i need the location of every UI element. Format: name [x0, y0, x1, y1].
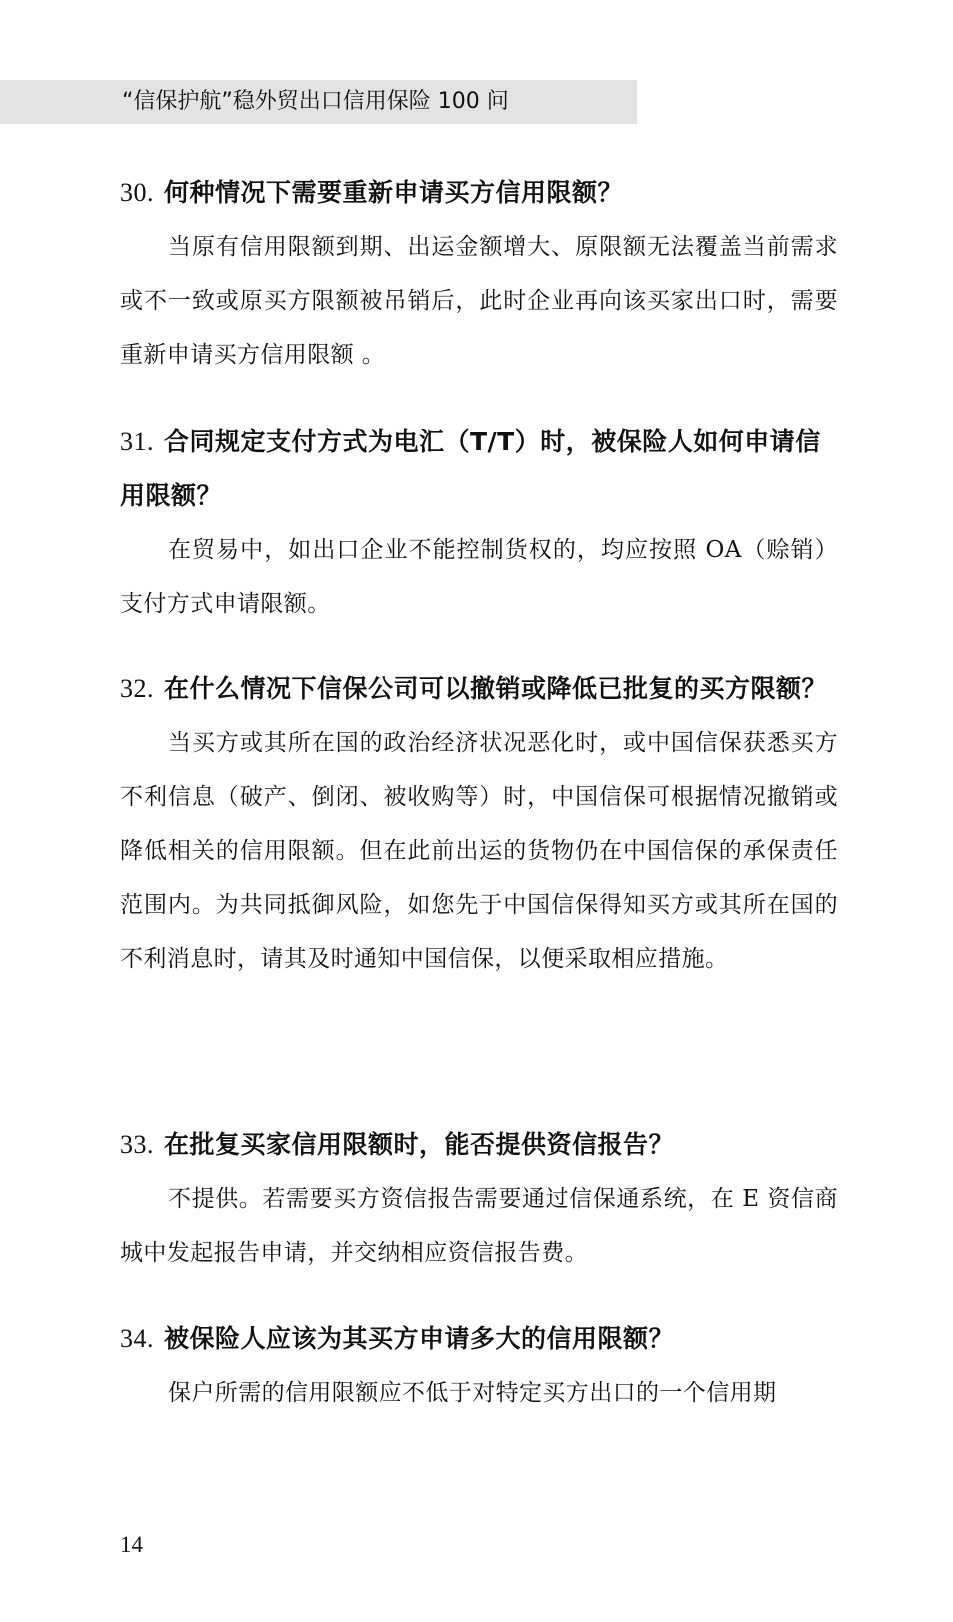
question-text: 在什么情况下信保公司可以撤销或降低已批复的买方限额？: [164, 674, 828, 703]
question-number: 34.: [120, 1324, 154, 1353]
question-31: [120, 415, 838, 631]
answer-paragraph: 在贸易中，如出口企业不能控制货权的，均应按照 OA（赊销）支付方式申请限额。: [120, 537, 838, 617]
question-title: [120, 166, 838, 220]
question-text: 何种情况下需要重新申请买方信用限额？: [164, 178, 624, 207]
question-number: 30.: [120, 178, 154, 207]
question-title: [120, 1312, 838, 1366]
running-header: [0, 80, 637, 124]
question-32: [120, 662, 838, 986]
question-number: 31.: [120, 427, 154, 456]
question-text: 合同规定支付方式为电汇（T/T）时，被保险人如何申请信用限额？: [120, 427, 821, 510]
question-30: [120, 166, 838, 382]
answer-paragraph: 当原有信用限额到期、出运金额增大、原限额无法覆盖当前需求或不一致或原买方限额被吊销后，此时企业再向该买家出口时，需要重新申请买方信用限额 。: [120, 234, 838, 368]
question-number: 32.: [120, 674, 154, 703]
question-text: 在批复买家信用限额时，能否提供资信报告？: [164, 1130, 675, 1159]
question-34: [120, 1312, 838, 1420]
answer-paragraph: 不提供。若需要买方资信报告需要通过信保通系统，在 E 资信商城中发起报告申请，并交纳相应资信报告费。: [120, 1186, 838, 1266]
question-text: 被保险人应该为其买方申请多大的信用限额？: [164, 1324, 675, 1353]
answer-paragraph: 当买方或其所在国的政治经济状况恶化时，或中国信保获悉买方不利信息（破产、倒闭、被收购等）时，中国信保可根据情况撤销或降低相关的信用限额。但在此前出运的货物仍在中国信保的承保责任范围内。为共同抵御风险，如您先于中国信保得知买方或其所在国的不利消息时，请其及时通知中国信保，以便采取相应措施。: [120, 730, 838, 972]
answer-paragraph: 保户所需的信用限额应不低于对特定买方出口的一个信用期: [168, 1380, 777, 1406]
question-title: [120, 1118, 838, 1172]
question-title: [120, 662, 838, 716]
question-number: 33.: [120, 1130, 154, 1159]
header-title: “信保护航”稳外贸出口信用保险 100 问: [122, 89, 509, 114]
question-33: [120, 1118, 838, 1280]
question-title: [120, 415, 838, 523]
page-number: 14: [120, 1532, 143, 1557]
